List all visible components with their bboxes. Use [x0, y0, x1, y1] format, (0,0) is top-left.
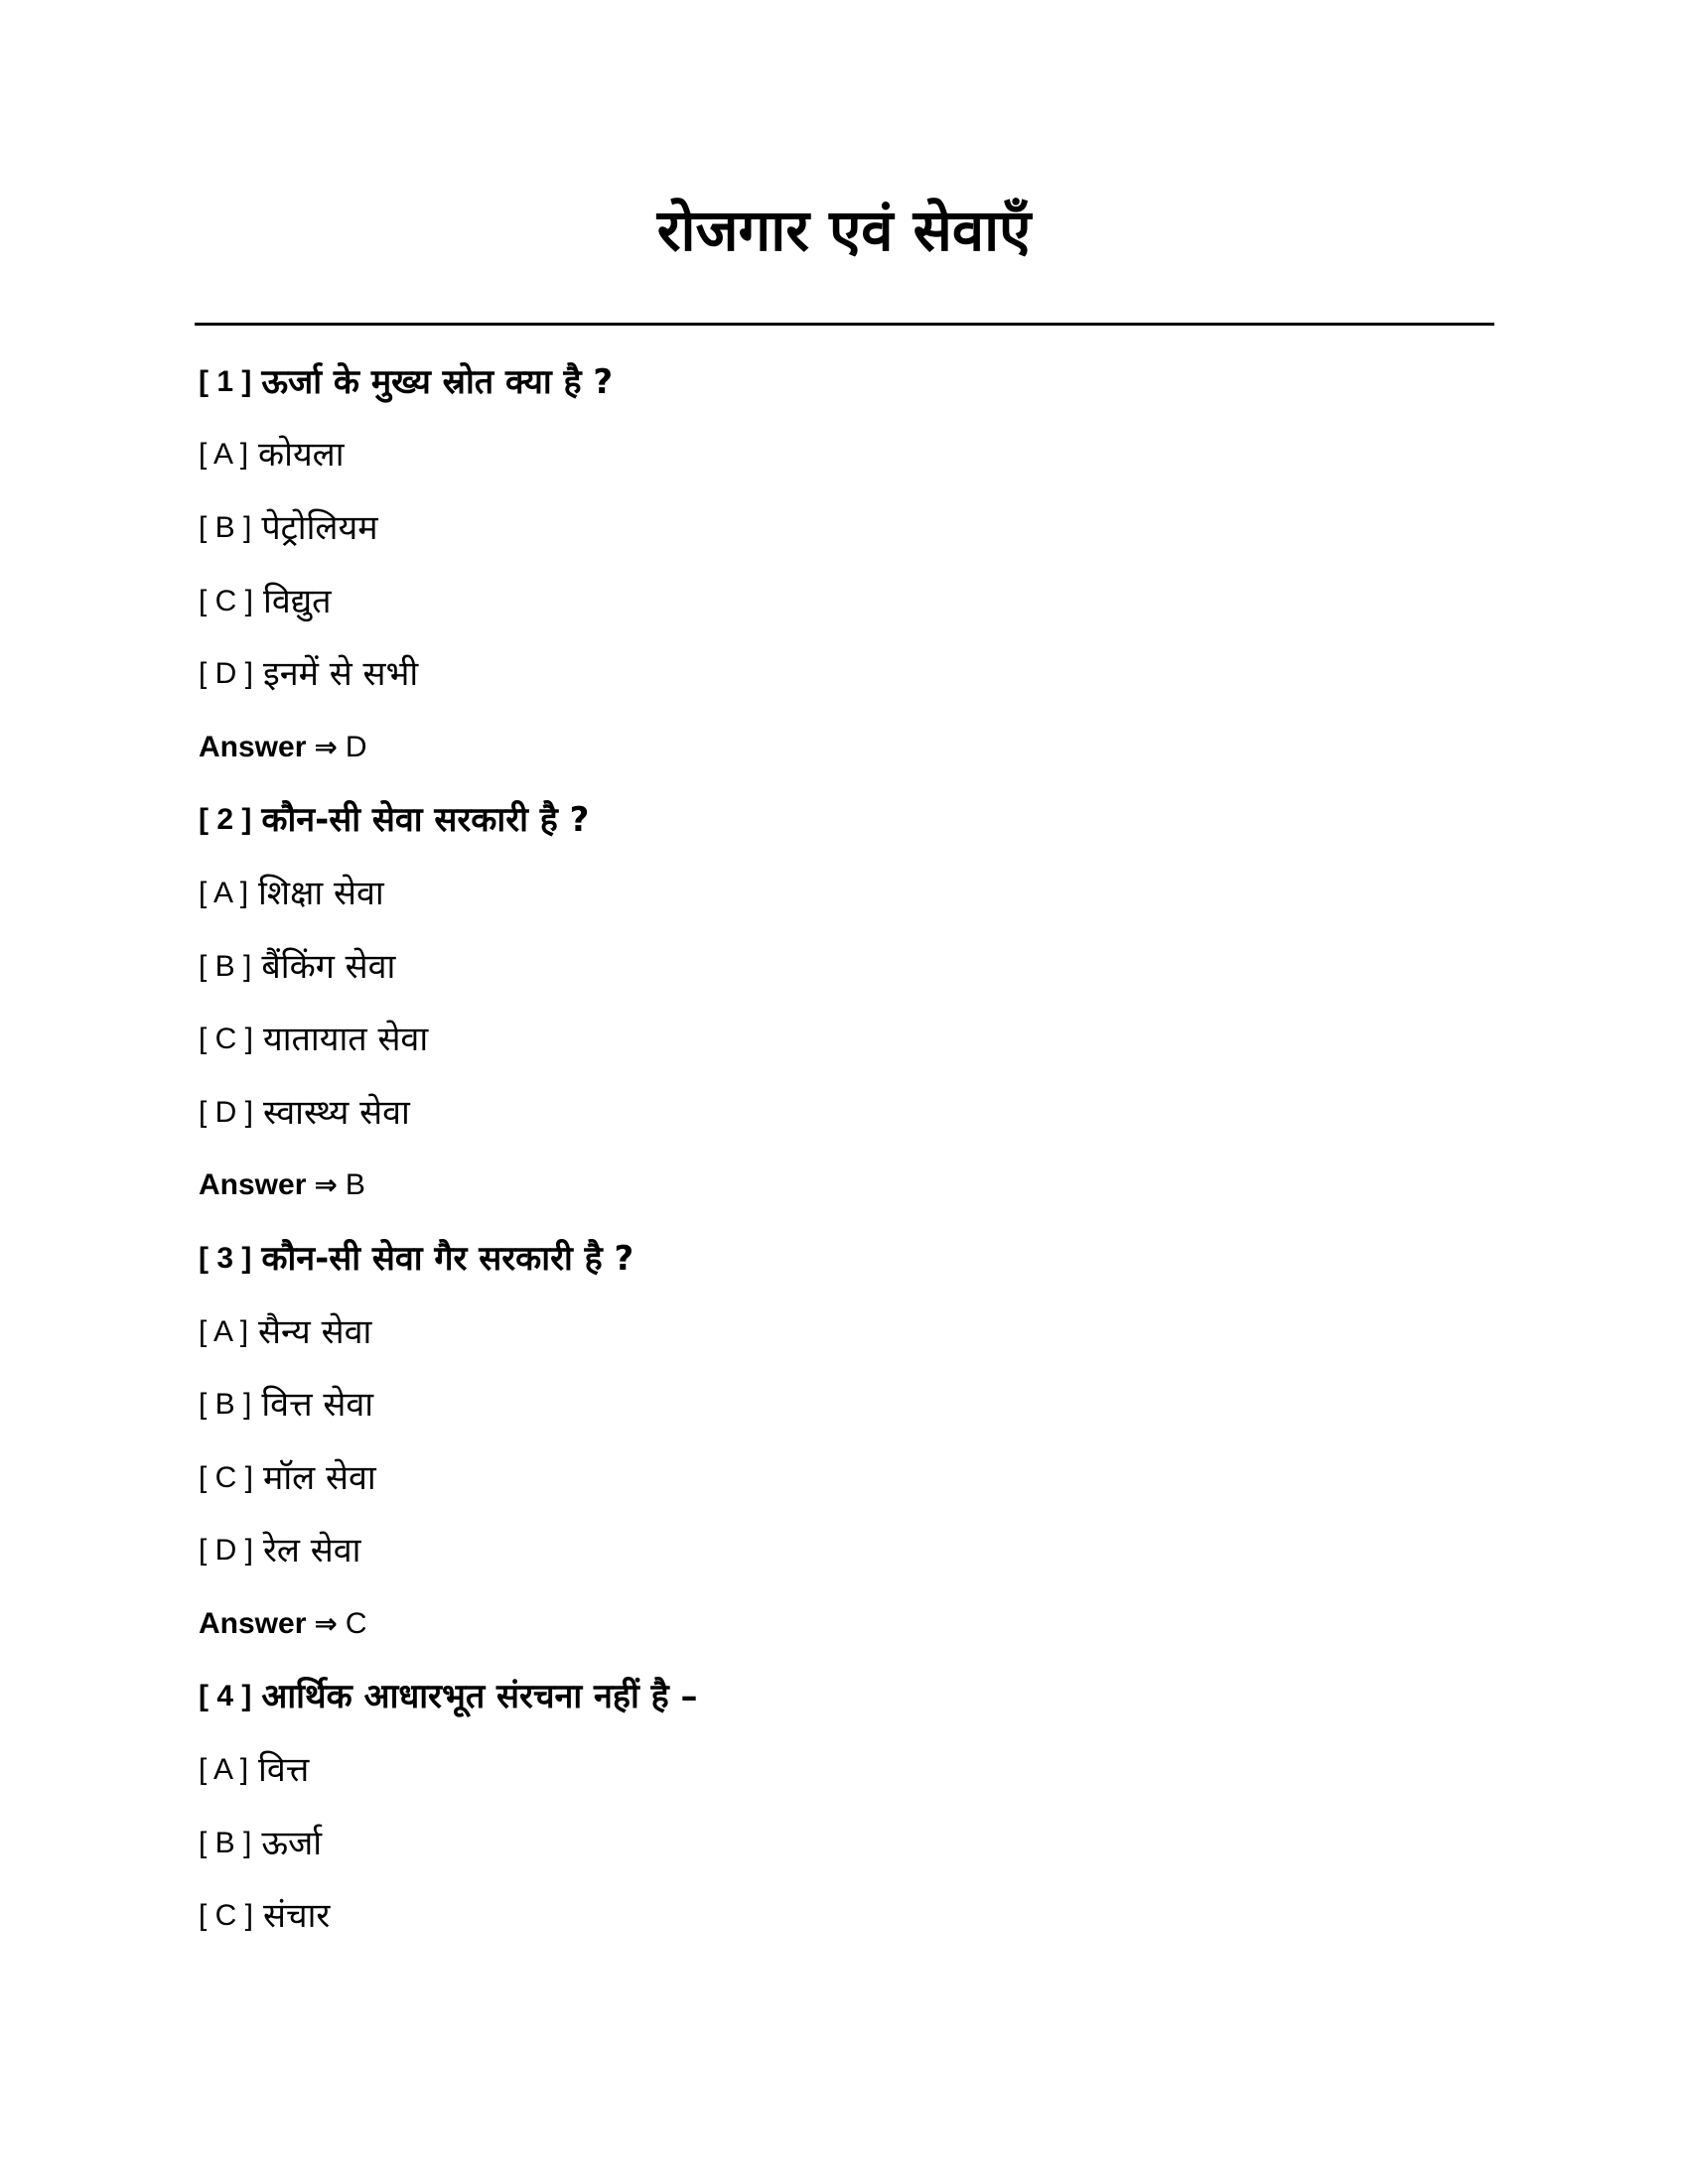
option-2-c [199, 1003, 1489, 1076]
option-text: ऊर्जा [261, 1823, 323, 1863]
answer-value: D [345, 730, 367, 763]
answer-value: B [345, 1168, 365, 1202]
option-label: [ B ] [199, 1826, 252, 1859]
option-label: [ A ] [199, 1314, 249, 1348]
option-text: संचार [263, 1896, 331, 1937]
option-text: रेल सेवा [263, 1531, 361, 1571]
answer-label: Answer [199, 1168, 307, 1202]
question-text: ऊर्जा के मुख्य स्रोत क्या है ? [261, 361, 614, 402]
option-label: [ C ] [199, 1899, 254, 1933]
question-list [199, 345, 1489, 1953]
question-3 [199, 1222, 1489, 1296]
question-text: आर्थिक आधारभूत संरचना नहीं है – [261, 1677, 698, 1717]
question-number: [ 4 ] [199, 1680, 252, 1713]
option-text: सैन्य सेवा [258, 1311, 372, 1352]
answer-value: C [345, 1606, 367, 1640]
option-label: [ B ] [199, 949, 252, 983]
option-1-c [199, 565, 1489, 638]
option-3-d [199, 1515, 1489, 1588]
option-3-b [199, 1368, 1489, 1441]
option-text: यातायात सेवा [263, 1020, 429, 1060]
option-text: इनमें से सभी [263, 654, 419, 695]
option-text: स्वास्थ्य सेवा [263, 1092, 410, 1133]
question-number: [ 3 ] [199, 1241, 252, 1275]
option-text: कोयला [258, 435, 345, 476]
question-1 [199, 345, 1489, 419]
option-label: [ B ] [199, 510, 252, 544]
option-text: वित्त [258, 1750, 310, 1791]
title-divider [195, 323, 1494, 326]
option-2-d [199, 1076, 1489, 1150]
option-label: [ A ] [199, 438, 249, 472]
question-text: कौन-सी सेवा सरकारी है ? [261, 800, 590, 841]
question-number: [ 1 ] [199, 364, 252, 398]
answer-1 [199, 711, 1489, 784]
option-text: मॉल सेवा [263, 1457, 376, 1498]
option-label: [ C ] [199, 584, 254, 617]
option-1-d [199, 637, 1489, 711]
option-label: [ D ] [199, 1534, 254, 1568]
option-text: शिक्षा सेवा [258, 873, 384, 913]
option-label: [ D ] [199, 657, 254, 691]
answer-2 [199, 1150, 1489, 1223]
option-4-a [199, 1733, 1489, 1807]
option-4-b [199, 1807, 1489, 1880]
double-arrow-icon: ⇒ [314, 1606, 338, 1640]
answer-label: Answer [199, 1606, 307, 1640]
option-text: बैंकिंग सेवा [261, 946, 396, 987]
page-title: रोजगार एवं सेवाएँ [656, 197, 1032, 264]
option-label: [ A ] [199, 1753, 249, 1787]
option-text: पेट्रोलियम [261, 507, 378, 548]
option-label: [ D ] [199, 1095, 254, 1129]
double-arrow-icon: ⇒ [314, 730, 338, 763]
option-1-a [199, 419, 1489, 492]
option-4-c [199, 1879, 1489, 1953]
option-2-a [199, 857, 1489, 930]
option-3-c [199, 1441, 1489, 1515]
question-2 [199, 784, 1489, 858]
option-2-b [199, 930, 1489, 1004]
question-text: कौन-सी सेवा गैर सरकारी है ? [261, 1238, 634, 1279]
option-label: [ A ] [199, 876, 249, 909]
answer-label: Answer [199, 730, 307, 763]
double-arrow-icon: ⇒ [314, 1168, 338, 1202]
answer-3 [199, 1587, 1489, 1661]
option-label: [ C ] [199, 1023, 254, 1056]
option-label: [ B ] [199, 1388, 252, 1422]
option-label: [ C ] [199, 1460, 254, 1494]
option-text: विद्युत [263, 581, 332, 621]
option-1-b [199, 491, 1489, 565]
question-4 [199, 1661, 1489, 1734]
option-3-a [199, 1296, 1489, 1369]
option-text: वित्त सेवा [261, 1385, 374, 1426]
question-number: [ 2 ] [199, 803, 252, 837]
